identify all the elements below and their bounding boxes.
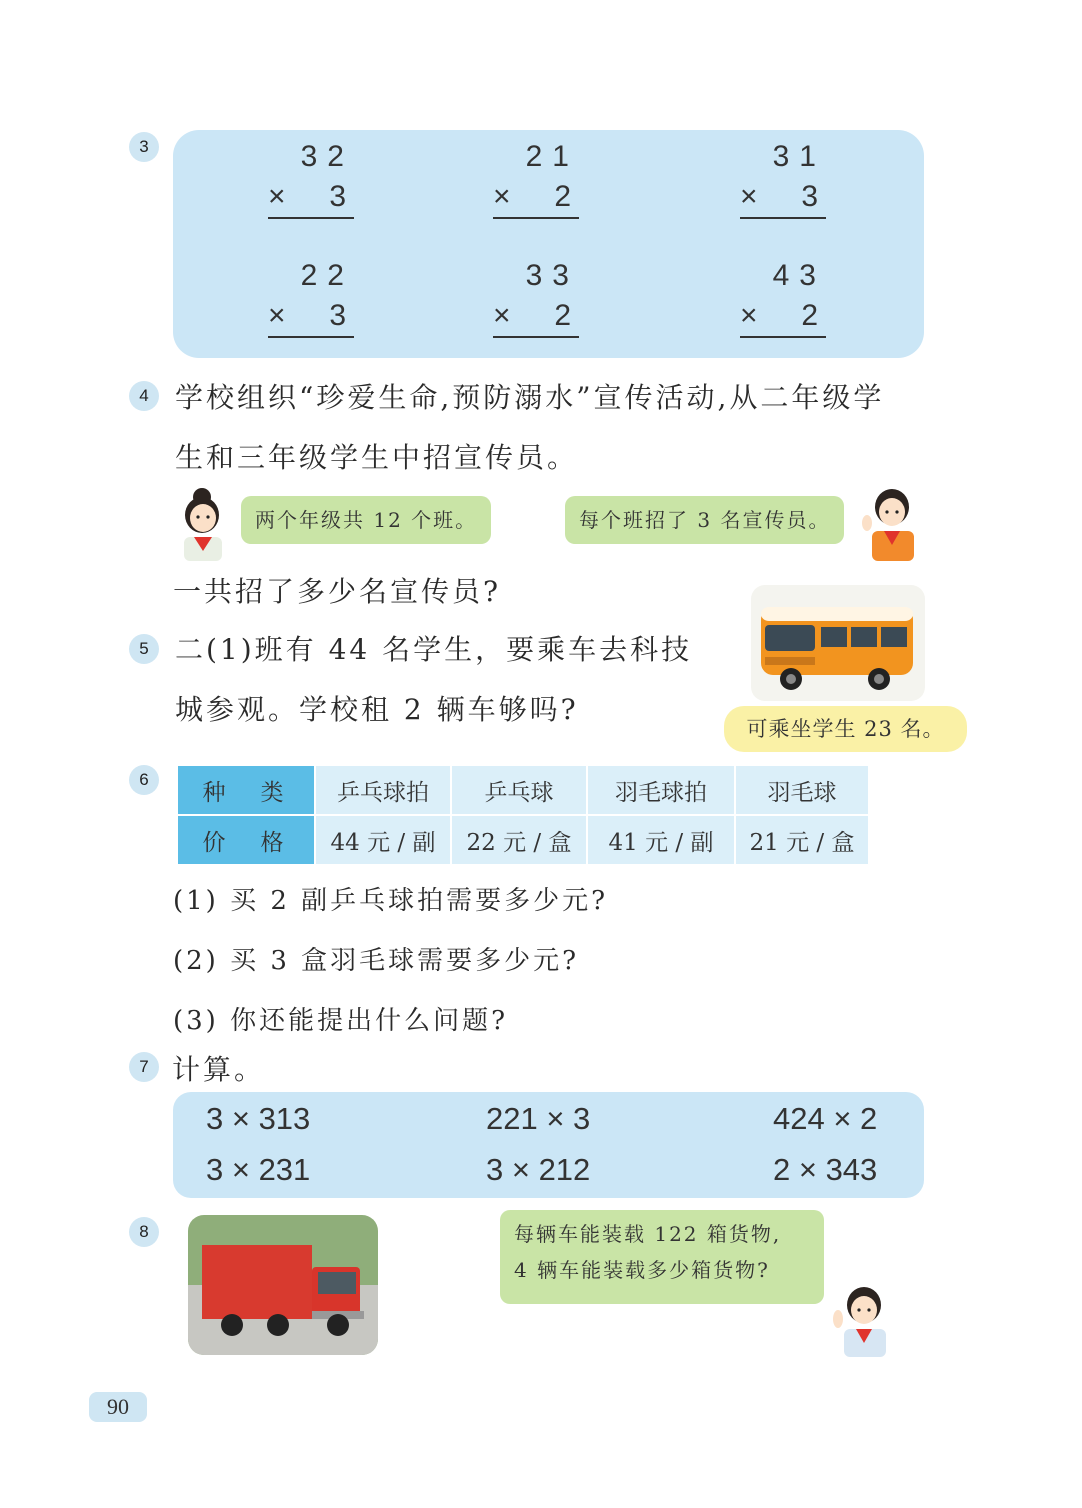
- multiplier: 3: [329, 299, 346, 332]
- calc-expression: 221 × 3: [486, 1101, 591, 1136]
- multiplicand: 32: [300, 140, 354, 173]
- multiplier: 3: [329, 180, 346, 213]
- table-cell: 羽毛球拍: [587, 765, 735, 815]
- calc-expression: 424 × 2: [773, 1101, 878, 1136]
- vertical-multiplication: [740, 256, 826, 338]
- calc-expression: 3 × 313: [206, 1101, 311, 1136]
- price-table: [176, 764, 870, 866]
- multiplier: 2: [554, 180, 571, 213]
- row-header-type: 种 类: [177, 765, 315, 815]
- truck-photo: [188, 1215, 378, 1355]
- speech-bubble-right: 每个班招了 3 名宣传员。: [565, 496, 844, 544]
- q8-speech-bubble: [500, 1210, 824, 1304]
- table-cell: 乒乓球拍: [315, 765, 451, 815]
- q5-text-line1: 二(1)班有 44 名学生，要乘车去科技: [175, 633, 693, 666]
- q4-text-line1: 学校组织“珍爱生命,预防溺水”宣传活动,从二年级学: [175, 381, 885, 414]
- table-cell: 44 元 / 副: [315, 815, 451, 865]
- multiplicand: 31: [772, 140, 826, 173]
- table-cell: 乒乓球: [451, 765, 587, 815]
- multiplier: 2: [554, 299, 571, 332]
- table-cell: 22 元 / 盒: [451, 815, 587, 865]
- table-cell: 21 元 / 盒: [735, 815, 869, 865]
- q6-sub-question-1: (1) 买 2 副乒乓球拍需要多少元?: [173, 886, 609, 916]
- question-number-8: 8: [129, 1217, 159, 1247]
- multiplier: 2: [801, 299, 818, 332]
- vertical-multiplication: [268, 256, 354, 338]
- bus-capacity-note: 可乘坐学生 23 名。: [724, 706, 967, 752]
- times-sign: ×: [268, 299, 286, 332]
- multiplier: 3: [801, 180, 818, 213]
- q7-title: 计算。: [172, 1053, 266, 1086]
- speech-bubble-left: 两个年级共 12 个班。: [241, 496, 491, 544]
- girl-illustration: [172, 487, 234, 561]
- question-number-6: 6: [129, 765, 159, 795]
- q8-bubble-line2: 4 辆车能装载多少箱货物?: [514, 1258, 770, 1282]
- multiplicand: 43: [772, 259, 826, 292]
- times-sign: ×: [493, 180, 511, 213]
- times-sign: ×: [740, 299, 758, 332]
- bus-photo: [751, 585, 925, 701]
- vertical-multiplication: [740, 137, 826, 219]
- vertical-multiplication: [268, 137, 354, 219]
- table-cell: 41 元 / 副: [587, 815, 735, 865]
- question-number-5: 5: [129, 634, 159, 664]
- multiplicand: 33: [525, 259, 579, 292]
- q6-sub-question-2: (2) 买 3 盒羽毛球需要多少元?: [173, 946, 580, 976]
- question-number-7: 7: [129, 1052, 159, 1082]
- q6-sub-question-3: (3) 你还能提出什么问题?: [173, 1006, 509, 1036]
- times-sign: ×: [493, 299, 511, 332]
- calc-expression: 3 × 212: [486, 1152, 591, 1187]
- question-number-3: 3: [129, 132, 159, 162]
- times-sign: ×: [740, 180, 758, 213]
- multiplicand: 21: [525, 140, 579, 173]
- q8-bubble-line1: 每辆车能装载 122 箱货物,: [514, 1222, 782, 1246]
- question-number-4: 4: [129, 381, 159, 411]
- table-cell: 羽毛球: [735, 765, 869, 815]
- vertical-multiplication: [493, 137, 579, 219]
- calc-expression: 3 × 231: [206, 1152, 311, 1187]
- vertical-multiplication: [493, 256, 579, 338]
- times-sign: ×: [268, 180, 286, 213]
- q4-question: 一共招了多少名宣传员?: [173, 575, 502, 608]
- row-header-price: 价 格: [177, 815, 315, 865]
- q4-text-line2: 生和三年级学生中招宣传员。: [175, 441, 579, 474]
- q5-text-line2: 城参观。学校租 2 辆车够吗?: [175, 693, 579, 726]
- boy-illustration: [858, 485, 922, 561]
- multiplicand: 22: [300, 259, 354, 292]
- boy-illustration: [828, 1283, 892, 1357]
- calc-expression: 2 × 343: [773, 1152, 878, 1187]
- page-number: 90: [89, 1392, 147, 1422]
